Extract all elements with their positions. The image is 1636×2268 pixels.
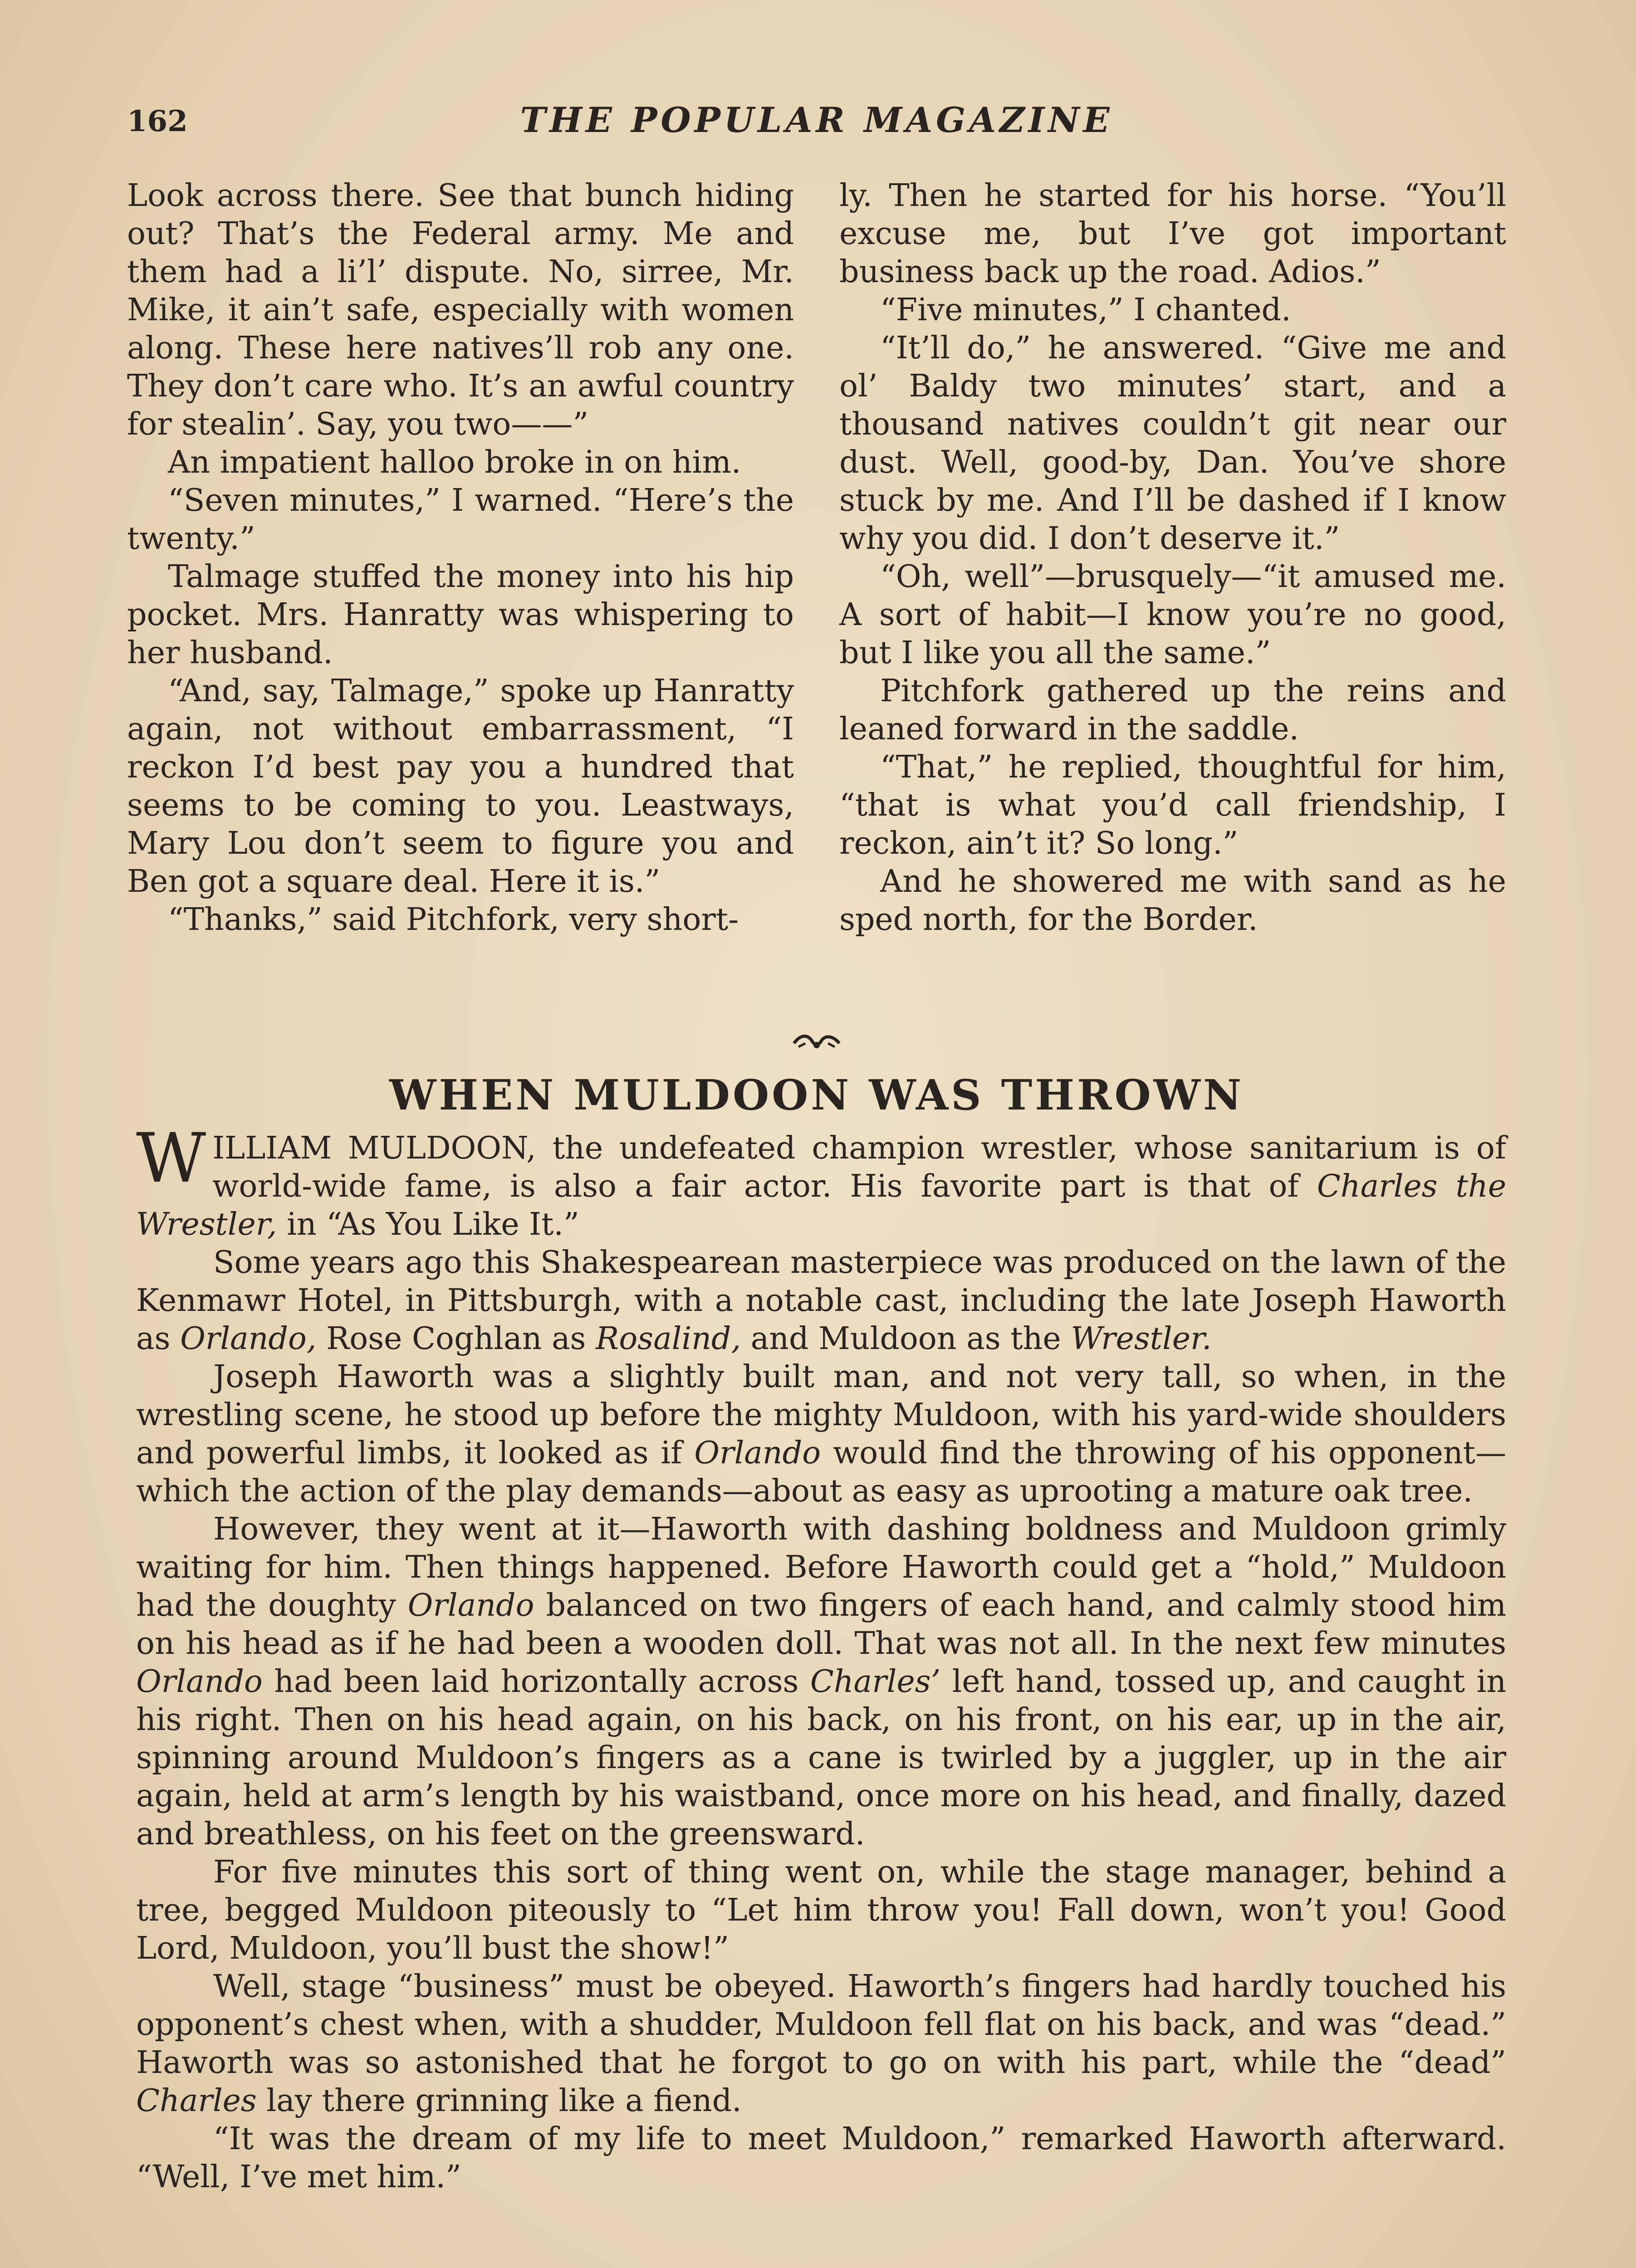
italic-text: Charles the Wrestler, <box>136 1168 1506 1242</box>
article-paragraph <box>136 1119 1506 1244</box>
running-title: THE POPULAR MAGAZINE <box>520 100 1113 140</box>
paragraph: Talmage stuffed the money into his hip pocket. Mrs. Hanratty was whispering to her husband. <box>127 559 794 671</box>
text: Some years ago this Shakespearean masterpiece was produced on the lawn of the Kenmawr Hotel, in Pittsburgh, with a notable cast, including the late Joseph Haworth as <box>136 1245 1506 1357</box>
text: had been laid horizontally across <box>262 1664 810 1700</box>
text: Joseph Haworth was a slightly built man, and not very tall, so when, in the wrestling scene, he stood up before the mighty Muldoon, with his yard-wide shoulders and powerful limbs, it looked as if <box>136 1359 1506 1471</box>
italic-text: Orlando <box>407 1588 534 1623</box>
italic-text: Orlando <box>694 1435 821 1471</box>
text: ILLIAM MULDOON, the undefeated champion wrestler, whose sanitarium is of world-wide fame, is also a fair actor. His favorite part is that of <box>212 1130 1506 1204</box>
text: in “As You Like It.” <box>277 1207 579 1242</box>
italic-text: Wrestler. <box>1071 1321 1212 1357</box>
section-ornament-icon <box>789 1030 844 1052</box>
text: lay there grinning like a fiend. <box>256 2083 742 2119</box>
article-paragraph: “It was the dream of my life to meet Muldoon,” remarked Haworth afterward. “Well, I’ve met him.” <box>136 2121 1506 2195</box>
paragraph: And he showered me with sand as he sped north, for the Border. <box>839 864 1506 938</box>
article-body <box>136 1119 1507 2196</box>
paragraph: “That,” he replied, thoughtful for him, “that is what you’d call friendship, I reckon, ain’t it? So long.” <box>839 749 1506 861</box>
paragraph: ly. Then he started for his horse. “You’ll excuse me, but I’ve got important business back up the road. Adios.” <box>839 178 1506 290</box>
paragraph: “And, say, Talmage,” spoke up Hanratty again, not without embarrassment, “I reckon I’d best pay you a hundred that seems to be coming to you. Leastways, Mary Lou don’t seem to figure you and Ben got a square deal. Here it is.” <box>127 673 794 899</box>
article-paragraph <box>136 1968 1506 2120</box>
paragraph: “Oh, well”—brusquely—“it amused me. A sort of habit—I know you’re no good, but I like you all the same.” <box>839 559 1506 671</box>
drop-cap: W <box>136 1119 206 1198</box>
paragraph: “It’ll do,” he answered. “Give me and ol’ Baldy two minutes’ start, and a thousand natives couldn’t git near our dust. Well, good-by, Dan. You’ve shore stuck by me. And I’ll be dashed if I know why you did. I don’t deserve it.” <box>839 330 1506 557</box>
page-number: 162 <box>127 104 188 138</box>
text: Rose Coghlan as <box>316 1321 596 1357</box>
italic-text: Orlando <box>136 1664 263 1700</box>
paragraph: “Thanks,” said Pitchfork, very short- <box>168 902 739 938</box>
italic-text: Orlando, <box>180 1321 317 1357</box>
text: However, they went at it—Haworth with dashing boldness and Muldoon grimly waiting for him. Then things happened. Before Haworth could get a “hold,” Muldoon had the doughty <box>136 1511 1506 1623</box>
article-paragraph <box>136 1358 1506 1510</box>
italic-text: Charles <box>136 2083 257 2119</box>
paragraph: “Five minutes,” I chanted. <box>880 292 1291 328</box>
text: Well, stage “business” must be obeyed. Haworth’s fingers had hardly touched his opponent’s chest when, with a shudder, Muldoon fell flat on his back, and was “dead.” Haworth was so astonished that he forgot to go on with his part, while the “dead” <box>136 1969 1506 2081</box>
article-paragraph <box>136 1244 1506 1358</box>
article-title: WHEN MULDOON WAS THROWN <box>389 1070 1244 1119</box>
text: left hand, tossed up, and caught in his right. Then on his head again, on his back, on his front, on his ear, up in the air, spinning around Muldoon’s fingers as a cane is twirled by a juggler, up in the air again, held at arm’s length by his waistband, once more on his head, and finally, dazed and breathless, on his feet on the greensward. <box>136 1664 1506 1852</box>
article-paragraph <box>136 1510 1506 1853</box>
page-header <box>127 100 1506 154</box>
text: would find the throwing of his opponent—which the action of the play demands—about as easy as uprooting a mature oak tree. <box>136 1435 1506 1509</box>
right-column <box>839 177 1506 939</box>
italic-text: Rosalind, <box>596 1321 741 1357</box>
text: and Muldoon as the <box>741 1321 1071 1357</box>
text: balanced on two fingers of each hand, and calmly stood him on his head as if he had been a wooden doll. That was not all. In the next few minutes <box>136 1588 1507 1662</box>
paragraph: “Seven minutes,” I warned. “Here’s the twenty.” <box>127 483 794 557</box>
paragraph: Pitchfork gathered up the reins and leaned forward in the saddle. <box>839 673 1506 747</box>
italic-text: Charles’ <box>810 1664 941 1700</box>
paragraph: An impatient halloo broke in on him. <box>168 445 741 480</box>
paragraph: Look across there. See that bunch hiding out? That’s the Federal army. Me and them had a li’l’ dispute. No, sirree, Mr. Mike, it ain’t safe, especially with women along. These here natives’ll rob any one. They don’t care who. It’s an awful country for stealin’. Say, you two——” <box>127 178 794 442</box>
article-paragraph: For five minutes this sort of thing went on, while the stage manager, behind a tree, begged Muldoon piteously to “Let him throw you! Fall down, won’t you! Good Lord, Muldoon, you’ll bust the show!” <box>136 1854 1506 1966</box>
left-column <box>127 177 794 939</box>
story-columns <box>127 177 1506 1030</box>
